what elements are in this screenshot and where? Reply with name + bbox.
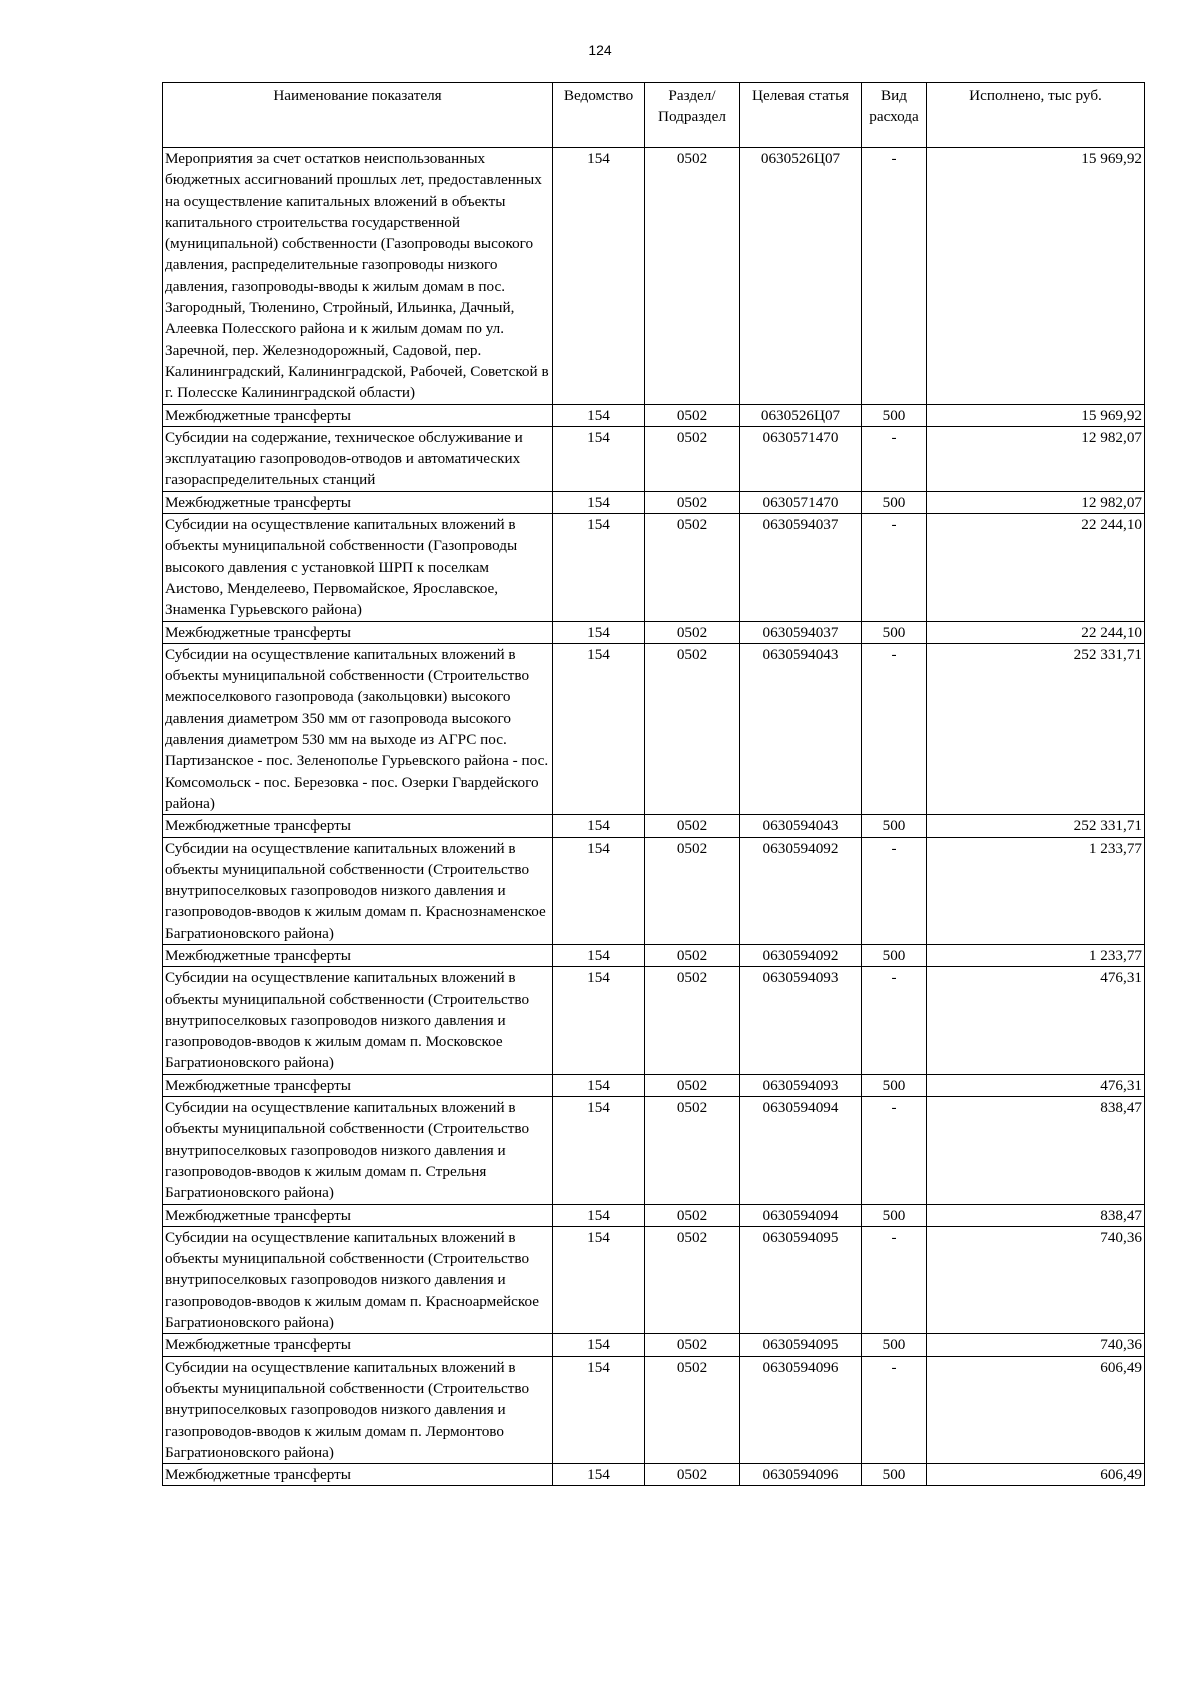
row-section: 0502 [645, 514, 740, 621]
row-amount: 22 244,10 [927, 621, 1145, 643]
table-body [163, 148, 1145, 1486]
row-target-item: 0630594093 [740, 967, 862, 1074]
row-department: 154 [553, 1097, 645, 1204]
row-target-item: 0630594093 [740, 1074, 862, 1096]
row-expense-type: - [862, 1097, 927, 1204]
table-row [163, 621, 1145, 643]
row-department: 154 [553, 967, 645, 1074]
row-target-item: 0630594096 [740, 1464, 862, 1486]
row-department: 154 [553, 1356, 645, 1463]
row-amount: 15 969,92 [927, 148, 1145, 405]
header-expense-type-line-1: Вид [881, 87, 907, 104]
header-expense-type-line-2: расхода [869, 108, 919, 126]
row-amount: 740,36 [927, 1334, 1145, 1356]
row-amount: 838,47 [927, 1204, 1145, 1226]
header-name: Наименование показателя [163, 83, 553, 148]
row-amount: 606,49 [927, 1464, 1145, 1486]
row-target-item: 0630594043 [740, 815, 862, 837]
table-row [163, 1334, 1145, 1356]
row-expense-type: 500 [862, 1464, 927, 1486]
row-amount: 476,31 [927, 967, 1145, 1074]
page-number: 124 [588, 42, 612, 58]
row-section: 0502 [645, 815, 740, 837]
row-name: Субсидии на осуществление капитальных вложений в объекты муниципальной собственности (Строительство внутрипоселковых газопроводов низкого давления и газопроводов-вводов к жилым домам п. Лермонтово Багратионовского района) [163, 1356, 553, 1463]
row-department: 154 [553, 1074, 645, 1096]
row-name: Межбюджетные трансферты [163, 1334, 553, 1356]
table-row [163, 514, 1145, 621]
row-expense-type: 500 [862, 621, 927, 643]
row-department: 154 [553, 426, 645, 491]
row-expense-type: 500 [862, 1334, 927, 1356]
header-department: Ведомство [553, 83, 645, 148]
row-expense-type: - [862, 643, 927, 814]
row-target-item: 0630594096 [740, 1356, 862, 1463]
row-target-item: 0630526Ц07 [740, 148, 862, 405]
row-name: Межбюджетные трансферты [163, 404, 553, 426]
table-row [163, 1356, 1145, 1463]
row-amount: 1 233,77 [927, 837, 1145, 944]
header-executed: Исполнено, тыс руб. [927, 83, 1145, 148]
row-section: 0502 [645, 491, 740, 513]
row-department: 154 [553, 1334, 645, 1356]
row-expense-type: 500 [862, 944, 927, 966]
row-target-item: 0630594095 [740, 1334, 862, 1356]
header-target-item: Целевая статья [740, 83, 862, 148]
table-row [163, 491, 1145, 513]
row-expense-type: - [862, 1356, 927, 1463]
table-row [163, 404, 1145, 426]
row-expense-type: 500 [862, 1204, 927, 1226]
row-amount: 740,36 [927, 1226, 1145, 1333]
row-target-item: 0630594037 [740, 514, 862, 621]
header-section [645, 83, 740, 148]
row-name: Мероприятия за счет остатков неиспользованных бюджетных ассигнований прошлых лет, предоставленных на осуществление капитальных вложений в объекты капитального строительства государственной (муниципальной) собственности (Газопроводы высокого давления, распределительные газопроводы низкого давления, газопроводы-вводы к жилым домам в пос. Загородный, Тюленино, Стройный, Ильинка, Дачный, Алеевка Полесского района и к жилым домам по ул. Заречной, пер. Железнодорожный, Садовой, пер. Калининградский, Калининградской, Рабочей, Советской в г. Полесске Калининградской области) [163, 148, 553, 405]
row-expense-type: 500 [862, 815, 927, 837]
table-row [163, 1226, 1145, 1333]
row-name: Межбюджетные трансферты [163, 1464, 553, 1486]
row-section: 0502 [645, 1074, 740, 1096]
row-expense-type: - [862, 514, 927, 621]
row-target-item: 0630594095 [740, 1226, 862, 1333]
row-target-item: 0630594092 [740, 837, 862, 944]
row-name: Субсидии на осуществление капитальных вложений в объекты муниципальной собственности (Строительство внутрипоселковых газопроводов низкого давления и газопроводов-вводов к жилым домам п. Московское Багратионовского района) [163, 967, 553, 1074]
row-department: 154 [553, 1226, 645, 1333]
row-amount: 15 969,92 [927, 404, 1145, 426]
table-row [163, 837, 1145, 944]
table-row [163, 944, 1145, 966]
row-name: Межбюджетные трансферты [163, 491, 553, 513]
row-expense-type: 500 [862, 404, 927, 426]
row-section: 0502 [645, 404, 740, 426]
row-target-item: 0630594094 [740, 1204, 862, 1226]
row-section: 0502 [645, 1356, 740, 1463]
row-name: Субсидии на содержание, техническое обслуживание и эксплуатацию газопроводов-отводов и автоматических газораспределительных станций [163, 426, 553, 491]
budget-table [162, 82, 1145, 1486]
row-name: Субсидии на осуществление капитальных вложений в объекты муниципальной собственности (Строительство межпоселкового газопровода (закольцовки) высокого давления диаметром 350 мм от газопровода высокого давления диаметром 530 мм на выходе из АГРС пос. Партизанское - пос. Зеленополье Гурьевского района - пос. Комсомольск - пос. Березовка - пос. Озерки Гвардейского района) [163, 643, 553, 814]
header-row [163, 83, 1145, 148]
table-row [163, 148, 1145, 405]
row-target-item: 0630571470 [740, 426, 862, 491]
row-department: 154 [553, 815, 645, 837]
row-target-item: 0630526Ц07 [740, 404, 862, 426]
row-expense-type: - [862, 1226, 927, 1333]
row-department: 154 [553, 148, 645, 405]
row-amount: 1 233,77 [927, 944, 1145, 966]
table-row [163, 643, 1145, 814]
row-name: Межбюджетные трансферты [163, 1204, 553, 1226]
row-section: 0502 [645, 1226, 740, 1333]
row-target-item: 0630594037 [740, 621, 862, 643]
row-department: 154 [553, 621, 645, 643]
row-name: Межбюджетные трансферты [163, 944, 553, 966]
row-amount: 252 331,71 [927, 643, 1145, 814]
row-department: 154 [553, 1204, 645, 1226]
row-department: 154 [553, 944, 645, 966]
header-section-line-2: Подраздел [658, 108, 726, 126]
row-department: 154 [553, 837, 645, 944]
table-row [163, 815, 1145, 837]
row-section: 0502 [645, 643, 740, 814]
row-amount: 252 331,71 [927, 815, 1145, 837]
table-row [163, 1097, 1145, 1204]
row-name: Межбюджетные трансферты [163, 1074, 553, 1096]
row-expense-type: - [862, 837, 927, 944]
row-section: 0502 [645, 621, 740, 643]
row-department: 154 [553, 1464, 645, 1486]
row-section: 0502 [645, 1464, 740, 1486]
row-section: 0502 [645, 837, 740, 944]
row-target-item: 0630571470 [740, 491, 862, 513]
row-name: Межбюджетные трансферты [163, 621, 553, 643]
row-expense-type: 500 [862, 491, 927, 513]
table-row [163, 1204, 1145, 1226]
row-department: 154 [553, 491, 645, 513]
row-amount: 606,49 [927, 1356, 1145, 1463]
row-amount: 838,47 [927, 1097, 1145, 1204]
row-department: 154 [553, 643, 645, 814]
table-row [163, 426, 1145, 491]
row-expense-type: - [862, 967, 927, 1074]
row-department: 154 [553, 404, 645, 426]
row-amount: 12 982,07 [927, 426, 1145, 491]
row-section: 0502 [645, 967, 740, 1074]
row-amount: 12 982,07 [927, 491, 1145, 513]
row-name: Субсидии на осуществление капитальных вложений в объекты муниципальной собственности (Газопроводы высокого давления с установкой ШРП к поселкам Аистово, Менделеево, Первомайское, Ярославское, Знаменка Гурьевского района) [163, 514, 553, 621]
row-section: 0502 [645, 944, 740, 966]
row-section: 0502 [645, 1204, 740, 1226]
row-expense-type: - [862, 148, 927, 405]
row-target-item: 0630594043 [740, 643, 862, 814]
header-expense-type [862, 83, 927, 148]
row-department: 154 [553, 514, 645, 621]
row-name: Межбюджетные трансферты [163, 815, 553, 837]
table-row [163, 1464, 1145, 1486]
row-amount: 22 244,10 [927, 514, 1145, 621]
row-name: Субсидии на осуществление капитальных вложений в объекты муниципальной собственности (Строительство внутрипоселковых газопроводов низкого давления и газопроводов-вводов к жилым домам п. Стрельня Багратионовского района) [163, 1097, 553, 1204]
row-section: 0502 [645, 426, 740, 491]
row-expense-type: 500 [862, 1074, 927, 1096]
row-name: Субсидии на осуществление капитальных вложений в объекты муниципальной собственности (Строительство внутрипоселковых газопроводов низкого давления и газопроводов-вводов к жилым домам п. Красноармейское Багратионовского района) [163, 1226, 553, 1333]
row-section: 0502 [645, 1097, 740, 1204]
row-name: Субсидии на осуществление капитальных вложений в объекты муниципальной собственности (Строительство внутрипоселковых газопроводов низкого давления и газопроводов-вводов к жилым домам п. Краснознаменское Багратионовского района) [163, 837, 553, 944]
row-section: 0502 [645, 148, 740, 405]
table-row [163, 1074, 1145, 1096]
row-section: 0502 [645, 1334, 740, 1356]
row-target-item: 0630594092 [740, 944, 862, 966]
row-expense-type: - [862, 426, 927, 491]
row-amount: 476,31 [927, 1074, 1145, 1096]
table-row [163, 967, 1145, 1074]
header-section-line-1: Раздел/ [668, 87, 716, 104]
row-target-item: 0630594094 [740, 1097, 862, 1204]
